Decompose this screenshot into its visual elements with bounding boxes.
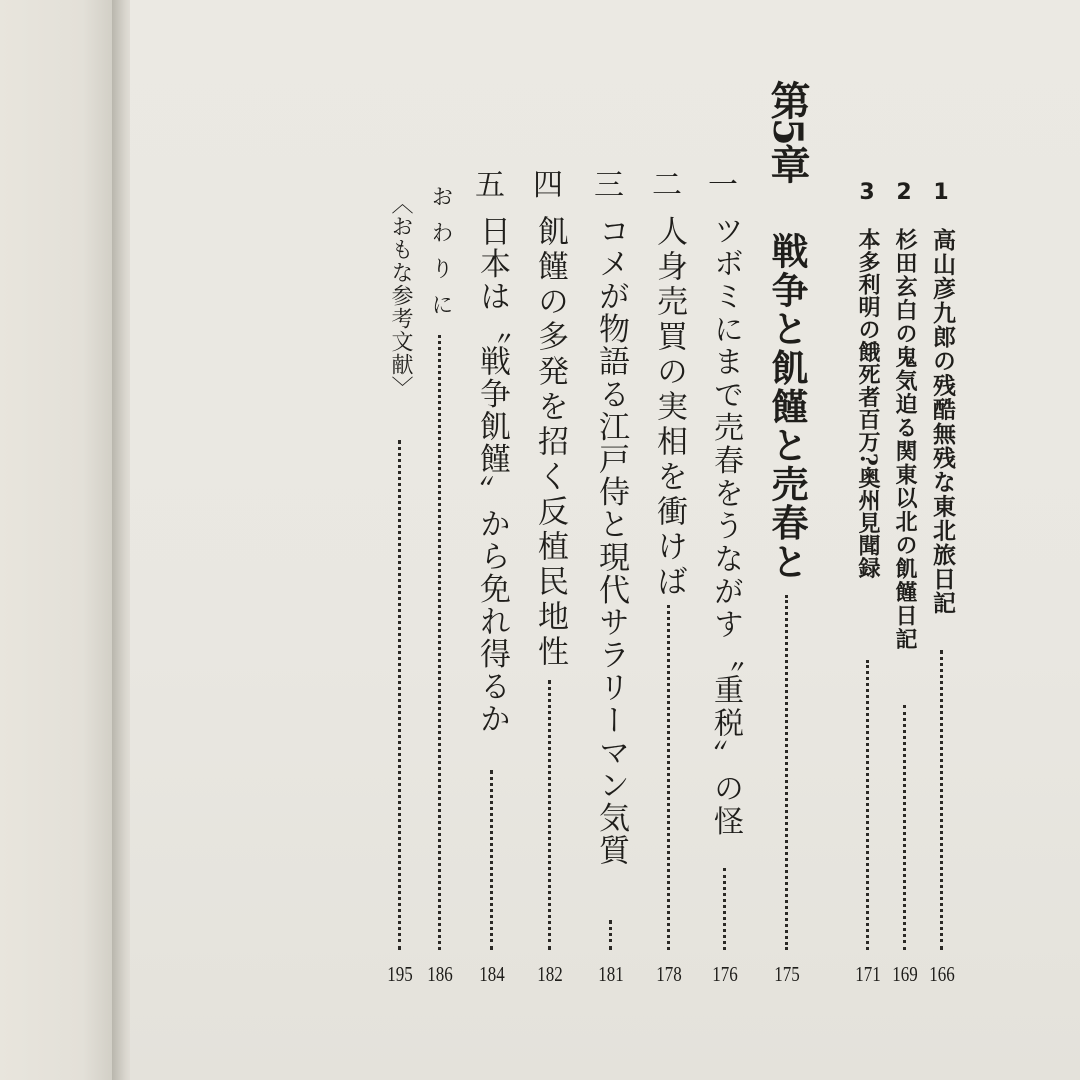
toc-entry-section-2[interactable] <box>650 0 688 1080</box>
section-number: 四 <box>533 168 563 203</box>
toc-entry-section-1[interactable] <box>706 0 744 1080</box>
toc-entry-subsection-2[interactable] <box>890 0 920 1080</box>
dot-leader <box>785 595 788 950</box>
subsection-title: 高山彦九郎の残酷無残な東北旅日記 <box>929 228 956 616</box>
toc-entry-subsection-1[interactable] <box>927 0 957 1080</box>
section-number: 二 <box>652 168 682 203</box>
section-title: 人身売買の実相を衝けば <box>651 215 687 600</box>
page-number: 184 <box>479 962 505 986</box>
page-number: 195 <box>387 962 413 986</box>
dot-leader <box>667 605 670 950</box>
dot-leader <box>398 440 401 950</box>
chapter-label: 第5章 <box>764 80 811 182</box>
subsection-title: 本多利明の餓死者百万?奥州見聞録 <box>855 228 881 579</box>
subsection-number: 1 <box>933 180 949 205</box>
toc-entry-section-4[interactable] <box>531 0 569 1080</box>
dot-leader <box>723 868 726 950</box>
page-number: 171 <box>855 962 881 986</box>
dot-leader <box>548 680 551 950</box>
section-title: 日本は〝戦争飢饉〟から免れ得るか <box>474 215 510 735</box>
toc-entry-section-5[interactable] <box>473 0 511 1080</box>
page-number: 181 <box>598 962 624 986</box>
page-number: 182 <box>537 962 563 986</box>
page-number: 186 <box>427 962 453 986</box>
page-number: 178 <box>656 962 682 986</box>
dot-leader <box>866 660 869 950</box>
section-number: 三 <box>594 168 624 203</box>
subsection-number: 2 <box>896 180 912 205</box>
page-number: 176 <box>712 962 738 986</box>
chapter-title: 戦争と飢饉と売春と <box>765 232 809 582</box>
page-number: 166 <box>929 962 955 986</box>
section-number: 一 <box>708 168 738 203</box>
section-title: 飢饉の多発を招く反植民地性 <box>532 215 568 670</box>
section-number: 五 <box>475 168 505 203</box>
toc-entry-section-3[interactable] <box>592 0 630 1080</box>
references-title: 〈おもな参考文献〉 <box>388 192 413 399</box>
toc-entry-references[interactable] <box>385 0 415 1080</box>
dot-leader <box>438 335 441 950</box>
dot-leader <box>903 705 906 950</box>
facing-page <box>0 0 118 1080</box>
afterword-title: おわりに <box>428 185 453 329</box>
toc-entry-chapter[interactable] <box>763 0 811 1080</box>
page-number: 175 <box>774 962 800 986</box>
dot-leader <box>609 920 612 950</box>
section-title: ツボミにまで売春をうながす〝重税〟の怪 <box>708 215 743 839</box>
toc-entry-subsection-3[interactable] <box>853 0 883 1080</box>
subsection-number: 3 <box>859 180 875 205</box>
dot-leader <box>490 770 493 950</box>
section-title: コメが物語る江戸侍と現代サラリーマン気質 <box>593 215 629 867</box>
subsection-title: 杉田玄白の鬼気迫る関東以北の飢饉日記 <box>892 228 918 651</box>
dot-leader <box>940 650 943 950</box>
page-number: 169 <box>892 962 918 986</box>
toc-entry-afterword[interactable] <box>425 0 455 1080</box>
